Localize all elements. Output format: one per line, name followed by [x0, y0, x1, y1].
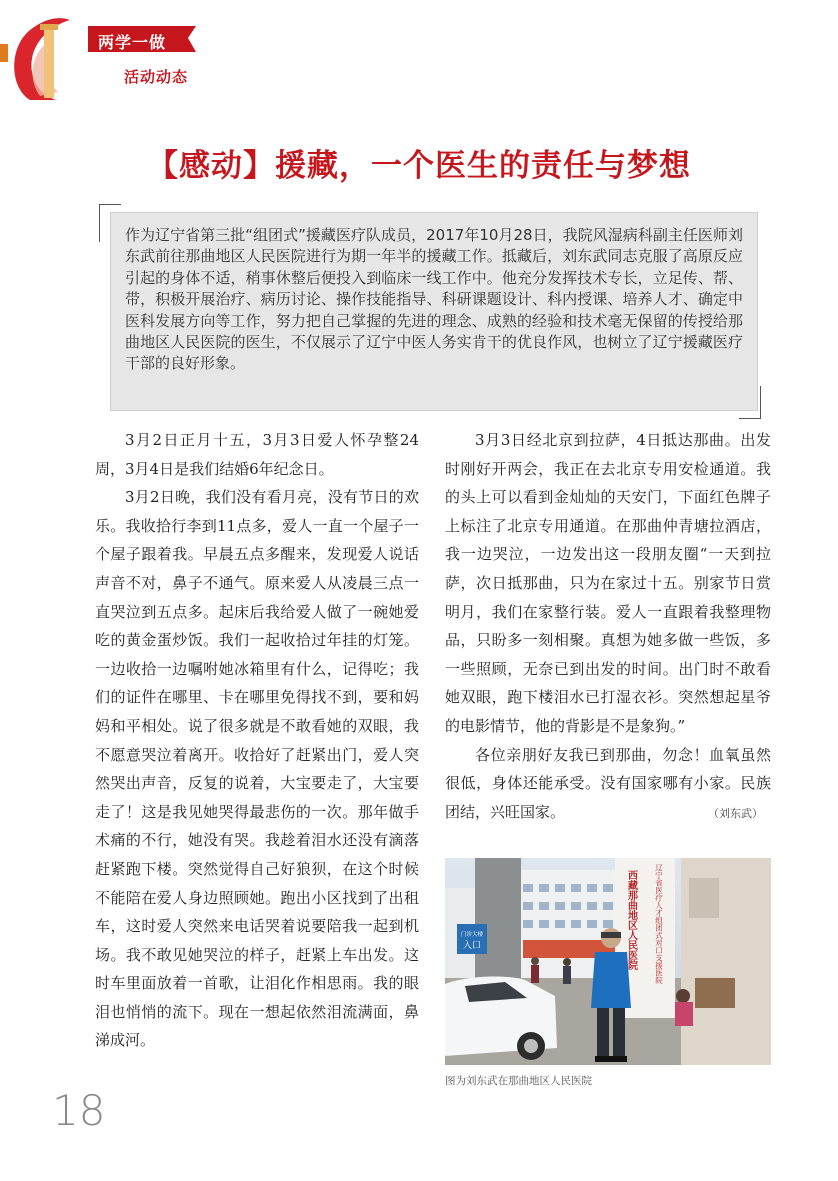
- header-emblem: [0, 8, 200, 104]
- photo-caption: 图为刘东武在那曲地区人民医院: [445, 1075, 592, 1087]
- article-title: 【感动】援藏，一个医生的责任与梦想: [147, 148, 691, 184]
- paragraph: [445, 741, 771, 827]
- hospital-photo: [445, 858, 771, 1065]
- entrance-sign: 入口: [462, 941, 482, 951]
- header-title: 两学一做: [98, 33, 167, 52]
- hospital-banner: 辽宁省医疗人才组团式对口支援医院: [654, 864, 664, 984]
- paragraph: 3月2日晚，我们没有看月亮，没有节日的欢乐。我收拾行李到11点多，爱人一直一个屋子一个屋子跟着我。早晨五点多醒来，发现爱人说话声音不对，鼻子不通气。原来爱人从凌晨三点一直哭泣到五点多。起床后我给爱人做了一碗她爱吃的黄金蛋炒饭。我们一起收拾过年挂的灯笼。一边收拾一边嘱咐她冰箱里有什么，记得吃；我们的证件在哪里、卡在哪里免得找不到，要和妈妈和平相处。说了很多就是不敢看她的双眼，我不愿意哭泣着离开。收拾好了赶紧出门，爱人突然哭出声音，反复的说着，大宝要走了，大宝要走了！这是我见她哭得最悲伤的一次。那年做手术痛的不行，她没有哭。我趁着泪水还没有滴落赶紧跑下楼。突然觉得自己好狼狈，在这个时候不能陪在爱人身边照顾她。跑出小区找到了出租车，这时爱人突然来电话哭着说要陪我一起到机场。我不敢见她哭泣的样子，赶紧上车出发。这时车里面放着一首歌，让泪化作相思雨。我的眼泪也悄悄的流下。现在一想起依然泪流满面，鼻涕成河。: [95, 488, 419, 1050]
- entrance-sign-small: 门诊大楼: [460, 932, 484, 938]
- hospital-gate-sign: 西藏那曲地区人民医院: [625, 870, 637, 970]
- summary-corner-bottom-right: [739, 386, 761, 419]
- summary-box: 作为辽宁省第三批“组团式”援藏医疗队成员，2017年10月28日，我院风湿病科副主任医师刘东武前往那曲地区人民医院进行为期一年半的援藏工作。抵藏后，刘东武同志克服了高原反应引起的身体不适，稍事休整后便投入到临床一线工作中。他充分发挥技术专长，立足传、帮、带，积极开展治疗、病历讨论、操作技能指导、科研课题设计、科内授课、培养人才、确定中医科发展方向等工作，努力把自己掌握的先进的理念、成熟的经验和技术毫无保留的传授给那曲地区人民医院的医生，不仅展示了辽宁中医人务实肯干的优良作风，也树立了辽宁援藏医疗干部的良好形象。: [110, 212, 758, 411]
- left-column: [95, 426, 419, 1086]
- header-subtitle: 活动动态: [124, 68, 189, 86]
- right-column: [445, 426, 771, 856]
- author-signature: （刘东武）: [708, 806, 763, 820]
- paragraph-text: 各位亲朋好友我已到那曲，勿念！血氧虽然很低，身体还能承受。没有国家哪有小家。民族团结，兴旺国家。: [445, 745, 771, 821]
- paragraph: 3月3日经北京到拉萨，4日抵达那曲。出发时刚好开两会，我正在去北京专用安检通道。我的头上可以看到金灿灿的天安门，下面红色牌子上标注了北京专用通道。在那曲仲青塘拉酒店，我一边哭泣，一边发出这一段朋友圈“一天到拉萨，次日抵那曲，只为在家过十五。别家节日赏明月，我们在家整行装。爱人一直跟着我整理物品，只盼多一刻相聚。真想为她多做一些饭，多一些照顾，无奈已到出发的时间。出门时不敢看她双眼，跑下楼泪水已打湿衣衫。突然想起星爷的电影情节，他的背影是不是象狗。”: [445, 431, 771, 735]
- header-accent-bar: [0, 44, 8, 62]
- paragraph: 3月2日正月十五，3月3日爱人怀孕整24周，3月4日是我们结婚6年纪念日。: [95, 431, 419, 478]
- photo-illustration: [445, 858, 771, 1065]
- page-number: 18: [52, 1086, 106, 1135]
